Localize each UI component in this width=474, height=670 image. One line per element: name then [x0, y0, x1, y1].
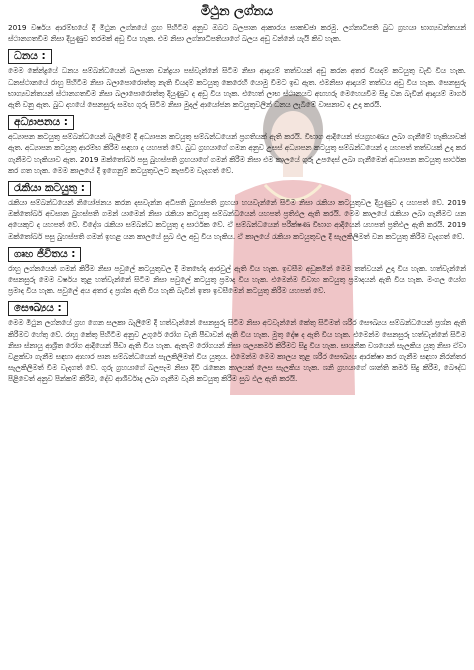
- section-education: [8, 110, 466, 176]
- intro-paragraph: 2019 වර්ෂය ආරම්භයේ දී මිථුන ලග්නයේ ග්‍රහ පිහිටීම අනුව ඔබට බලපාන ආකාරය සාකච්ඡා කරමු. ලග්නාධිපති බුධ ග්‍රහයා භාග්‍යවන්තයන් ස්ථානගතවීම නිසා දියුණුව තරමක් අඩු විය හැක. එම නිසා ලග්නාධිපතියාගේ බලය අඩු වන්නේ යැයි කිව හැක.: [8, 23, 466, 44]
- section-employment: [8, 176, 466, 242]
- section-body: රැකියා සම්බන්ධයෙන් නියෝජනය කරන දසවැන්න අධිපති බුහස්පති ග්‍රහයා හයවැන්නේ සිටීම නිසා රැකියා කටයුතුවල දියුණුව ද යහපත් වේ. 2019 ඔක්තෝබර් අවසාන බුහස්පති ගමන් යාමෙන් නිසා රැකියා කටයුතු සම්බන්ධයෙන් යහපත් ප්‍රතිඵල ඇති කරයි. මෙම කාලයේ රැකියා ලබා ගැනීමට යන අයෙකුට ද යහපත් වේ. විදේශ රැකියා සම්බන්ධ කටයුතු ද සාර්ථක වේ. ඒ සම්බන්ධයෙන් පරීක්ෂණ විභාග ආදියෙන් යහපත් ප්‍රතිඵල ඇති කරයි. 2019 ඔක්තෝබර් පසු බුහස්පති ගමන් ඉහළ යන කාලයේ සුබ ඵල අඩු විය හැකිය. ඒ කාලයේ රැකියා කටයුතුවල දී සැලකිලිමත් වන කටයුතු කිරීම වැදගත් වේ.: [8, 198, 466, 241]
- section-body: මෙම කේන්ද්‍රයේ ධනය සම්බන්ධයෙන් බලපාන චන්ද්‍රයා පස්වැන්නේ සිටීම නිසා ආදායම් තත්වයන් අඩු කරන අතර වියදම් කටයුතු වැඩි විය හැක. ධනස්ථානයේ රාහු පිහිටීම නිසා බලාපොරොත්තු නැති වියදම් කටයුතු කෙරෙහි යොමු වීමට ඉඩ ඇත. එමනිසා ආදායම් තත්වය අඩු විය හැක. සෙනසුරු භාග්‍යවන්තයන් ස්ථානගතවීම නිසා බලාපොරොත්තු දියුණුව ද අඩු විය හැක. එහෙත් ලාභ ස්ථානයට අඟහරු මෙහෙයවීම සිදු වන බැවින් ආදායම් මාර්ග ඇති වනු ඇත. බුධ දහයේ සෙනසුරු සමඟ ගුරු සිටීම නිසා මුදල් ආයෝජන කටයුතුවලින් ධනය ලැබීමේ වාසනාව ද උදා කරයි.: [8, 66, 466, 110]
- section-health: [8, 296, 466, 384]
- section-heading: රැකියා කටයුතු :: [8, 181, 91, 196]
- section-heading: අධ්‍යාපනය :: [8, 115, 74, 130]
- section-body: මෙම මිථුන ලග්නයේ ග්‍රහ ගෙන සලකා බැලීමේ දී හත්වැන්නේ සෙනසුරු සිටීම නිසා අටවැන්නේ කේතු සිටීමත් ශරීර සෞඛ්‍යය සම්බන්ධයෙන් ප්‍රශ්න ඇති කිරීමට හේතු වේ. රාහු කේතු පිහිටීම අනුව උගුරේ රෝග වැනි පීඩාවන් ඇති විය හැක. මුතු දෝෂ ද ඇති විය හැක. එමෙන්ම සෙනසුරු හත්වැන්නේ සිටීම නිසා ස්නායු ආශ්‍රිත රෝග ආදියෙන් පීඩා ඇති විය හැක. ඇතැම් රෝගයන් නිසා ශල්‍යකර්ම කිරීමට සිදු විය හැක. සායනික වශයෙන් සැලකිය යුතු නිසා ඒවා වළක්වා ගැනීම සඳහා ආහාර පාන සම්බන්ධයෙන් සැලකිලිමත් විය යුතුය. එමෙන්ම මෙම කාලය තුළ ශරීර සෞඛ්‍යය ආරක්ෂා කර ගැනීම සඳහා නිරන්තර සැලකිලිමත් වීම වැදගත් වේ. ගුරු ග්‍රහයාගේ බලපෑම නිසා දිවි රැකෙන කාලයක් ලෙස සැලකිය හැක. ශනි ග්‍රහයාගේ ශාන්ති කර්ම සිදු කිරීම, බෞද්ධ පිළිවෙත් අනුව පින්කම් කිරීම, දේව ආශිර්වාද ලබා ගැනීම වැනි කටයුතු කිරීම සුබ ඵල ඇති කරයි.: [8, 318, 466, 384]
- section-heading: ගෘහ ජිවිතය :: [8, 247, 81, 262]
- section-body: අධ්‍යාපන කටයුතු සම්බන්ධයෙන් බැලීමේ දී අධ්‍යාපන කටයුතු සම්බන්ධයෙන් ප්‍රගතියක් ඇති කරයි. විභාග ආදියෙන් ජයග්‍රහණය ලබා ගැනීමේ හැකියාවක් ඇත. අධ්‍යාපන කටයුතු ආරම්භ කිරීම සඳහා ද යහපත් වේ. බුධ ග්‍රහයාගේ ගමන අනුව උසස් අධ්‍යාපන කටයුතු සම්බන්ධයෙන් ද යහපත් තත්වයක් උදා කර ගැනීමට හැකියාව ඇත. 2019 ඔක්තෝබර් පසු බුහස්පති ග්‍රහයාගේ ගමන් කිරීම නිසා එම කාලයේ ගුරු උපදෙස් ලබා ගැනීමෙන් අධ්‍යාපන කටයුතු සාර්ථක කර ගත හැක. මෙම කාලයේ දී ඉගෙනුම් කටයුතුවලට කැපවීම වැදගත් වේ.: [8, 132, 466, 175]
- section-heading: සෞඛ්‍යය :: [8, 301, 68, 316]
- section-wealth: [8, 44, 466, 110]
- section-family-life: [8, 242, 466, 297]
- section-heading: ධනය :: [8, 49, 52, 64]
- page-title: මිථුන ලග්නය: [200, 4, 274, 19]
- section-body: රාහු ලග්නයෙන් ගමන් කිරීම නිසා පවුලේ කටයුතුවල දී මතභේද ආරවුල් ඇති විය හැක. ඉවසීම අඩුකමින් මෙම තත්වයන් උදා විය හැක. හත්වැන්නේ සෙනසුරු මෙම වර්ෂය තුළ හත්වැන්නේ සිටීම නිසා පවුලේ කටයුතු ප්‍රමාද විය හැක. එමෙන්ම විවාහ කටයුතු ප්‍රමාදයන් ඇති විය හැක. මංගල යෝග ප්‍රමාද විය හැක. පවුලේ අය අතර ද ප්‍රශ්න ඇති විය හැකි බැවින් ඉතා ඉවසීමෙන් කටයුතු කිරීම යහපත් වේ.: [8, 263, 466, 296]
